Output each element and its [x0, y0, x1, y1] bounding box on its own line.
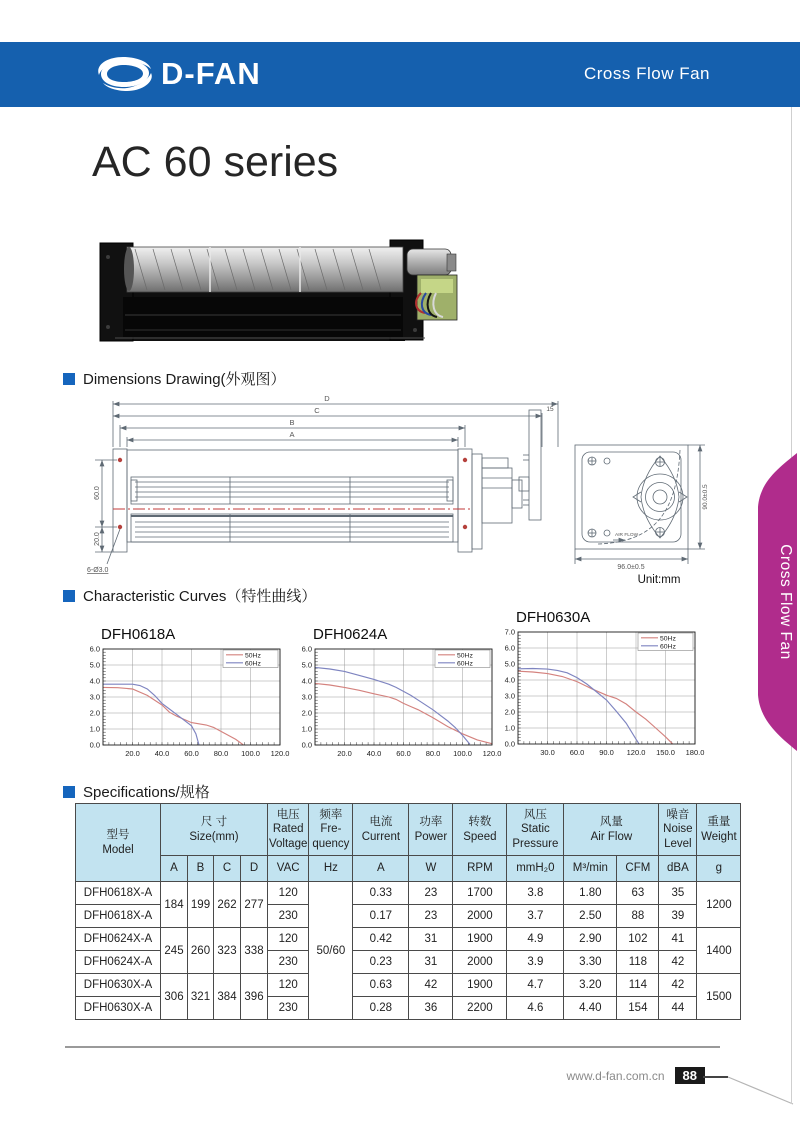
dim-d-label: D: [324, 394, 330, 403]
unit-rpm: RPM: [453, 856, 507, 882]
col-voltage: 电压 Rated Voltage: [268, 804, 309, 856]
unit-g: g: [697, 856, 741, 882]
section-specs: [63, 781, 210, 802]
cell-dba: 35: [659, 882, 697, 905]
svg-text:0.0: 0.0: [301, 740, 312, 750]
col-frequency: 频率 Fre-quency: [309, 804, 353, 856]
svg-text:5.0: 5.0: [504, 659, 515, 669]
svg-text:1.0: 1.0: [504, 723, 515, 733]
svg-text:50Hz: 50Hz: [660, 635, 676, 643]
cell-power: 31: [409, 928, 453, 951]
side-height-label: 90.0±0.5: [702, 484, 709, 510]
svg-text:120.0: 120.0: [626, 748, 646, 757]
chart-canvas: [75, 644, 291, 767]
footer-url: www.d-fan.com.cn: [566, 1068, 665, 1083]
svg-text:60.0: 60.0: [569, 748, 585, 757]
cell-weight: 1200: [697, 882, 741, 928]
cell-m3min: 1.80: [564, 882, 617, 905]
chart-canvas: [287, 644, 503, 767]
svg-text:60Hz: 60Hz: [457, 660, 473, 668]
cell-pressure: 3.8: [507, 882, 564, 905]
curve-50Hz: [103, 687, 243, 744]
section-bullet-icon: [63, 373, 75, 385]
svg-text:80.0: 80.0: [425, 749, 441, 758]
cell-cfm: 63: [617, 882, 659, 905]
brand-name: D-FAN: [161, 56, 261, 91]
curve-60Hz: [103, 684, 199, 745]
dim-20-label: 20.0: [94, 532, 101, 546]
section-curves: [63, 585, 316, 606]
svg-text:7.0: 7.0: [504, 627, 515, 637]
cell-vac: 120: [268, 882, 309, 905]
cell-size-a: 306: [161, 974, 188, 1020]
chart-dfh0618a: [75, 626, 291, 767]
cell-dba: 44: [659, 997, 697, 1020]
cell-cfm: 118: [617, 951, 659, 974]
svg-text:3.0: 3.0: [301, 692, 312, 702]
svg-text:60.0: 60.0: [184, 749, 199, 758]
corner-decoration: [700, 1060, 800, 1115]
unit-hz: Hz: [309, 856, 353, 882]
section-specs-label: Specifications/规格: [83, 784, 210, 801]
svg-text:1.0: 1.0: [301, 724, 312, 734]
table-row: [76, 974, 741, 997]
cell-size-a: 184: [161, 882, 188, 928]
unit-b: B: [188, 856, 214, 882]
svg-text:90.0: 90.0: [599, 748, 614, 757]
cell-size-b: 260: [188, 928, 214, 974]
svg-text:150.0: 150.0: [656, 748, 675, 757]
curve-50Hz: [518, 671, 672, 744]
cell-size-d: 396: [241, 974, 268, 1020]
curve-60Hz: [315, 667, 470, 744]
cell-dba: 42: [659, 974, 697, 997]
chart-dfh0630a: [490, 609, 706, 766]
unit-cfm: CFM: [617, 856, 659, 882]
section-dimensions-label: Dimensions Drawing(外观图）: [83, 371, 286, 388]
col-current: 电流 Current: [353, 804, 409, 856]
page-number-badge: 88: [675, 1067, 705, 1084]
cell-size-a: 245: [161, 928, 188, 974]
dim-60-label: 60.0: [94, 486, 101, 500]
table-row: [76, 882, 741, 905]
cell-m3min: 3.30: [564, 951, 617, 974]
section-bullet-icon: [63, 786, 75, 798]
svg-text:40.0: 40.0: [154, 749, 170, 758]
cell-current: 0.63: [353, 974, 409, 997]
unit-a: A: [161, 856, 188, 882]
cell-size-d: 277: [241, 882, 268, 928]
page-title: AC 60 series: [92, 138, 339, 186]
cell-size-c: 384: [214, 974, 241, 1020]
cell-size-b: 199: [188, 882, 214, 928]
cell-size-c: 262: [214, 882, 241, 928]
svg-text:30.0: 30.0: [540, 748, 555, 757]
col-size: 尺 寸 Size(mm): [161, 804, 268, 856]
chart-dfh0624a: [287, 626, 503, 767]
cell-current: 0.42: [353, 928, 409, 951]
unit-m3min: M³/min: [564, 856, 617, 882]
unit-dba: dBA: [659, 856, 697, 882]
cell-current: 0.17: [353, 905, 409, 928]
col-speed: 转数 Speed: [453, 804, 507, 856]
svg-text:3.0: 3.0: [89, 692, 100, 702]
chart-title: DFH0624A: [313, 626, 388, 643]
spec-table: [75, 803, 741, 1020]
cell-m3min: 2.50: [564, 905, 617, 928]
cell-power: 42: [409, 974, 453, 997]
cell-model: DFH0624X-A: [76, 928, 161, 951]
cell-power: 23: [409, 882, 453, 905]
cell-current: 0.23: [353, 951, 409, 974]
dim-a-label: A: [289, 430, 295, 439]
cell-model: DFH0630X-A: [76, 974, 161, 997]
cell-cfm: 154: [617, 997, 659, 1020]
svg-text:60.0: 60.0: [396, 749, 411, 758]
cell-model: DFH0624X-A: [76, 951, 161, 974]
svg-text:6.0: 6.0: [89, 644, 100, 654]
svg-text:2.0: 2.0: [89, 708, 100, 718]
svg-text:50Hz: 50Hz: [457, 652, 473, 660]
svg-text:0.0: 0.0: [89, 740, 100, 750]
header-bar: [0, 42, 800, 107]
cell-weight: 1400: [697, 928, 741, 974]
footer: [0, 1067, 705, 1084]
cell-current: 0.33: [353, 882, 409, 905]
svg-text:100.0: 100.0: [453, 749, 472, 758]
product-line-label: Cross Flow Fan: [583, 64, 710, 83]
dim-c-label: C: [314, 406, 320, 415]
dimensions-drawing: [55, 392, 745, 592]
cell-pressure: 4.6: [507, 997, 564, 1020]
cell-speed: 1900: [453, 928, 507, 951]
cell-speed: 1900: [453, 974, 507, 997]
cell-pressure: 4.7: [507, 974, 564, 997]
cell-size-d: 338: [241, 928, 268, 974]
cell-m3min: 3.20: [564, 974, 617, 997]
cell-current: 0.28: [353, 997, 409, 1020]
col-pressure: 风压 Static Pressure: [507, 804, 564, 856]
footer-divider: [65, 1046, 720, 1048]
svg-text:120.0: 120.0: [482, 749, 502, 758]
svg-text:5.0: 5.0: [301, 660, 312, 670]
cell-dba: 41: [659, 928, 697, 951]
cell-speed: 2200: [453, 997, 507, 1020]
cell-power: 31: [409, 951, 453, 974]
svg-text:180.0: 180.0: [685, 748, 705, 757]
section-bullet-icon: [63, 590, 75, 602]
section-dimensions: [63, 368, 286, 389]
cell-size-c: 323: [214, 928, 241, 974]
svg-text:60Hz: 60Hz: [660, 643, 676, 651]
unit-label: Unit:mm: [637, 574, 681, 586]
cell-pressure: 4.9: [507, 928, 564, 951]
dim-b-label: B: [289, 418, 295, 427]
cell-speed: 2000: [453, 951, 507, 974]
svg-text:1.0: 1.0: [89, 724, 100, 734]
spec-table-body: [76, 882, 741, 1020]
cell-dba: 42: [659, 951, 697, 974]
cell-power: 36: [409, 997, 453, 1020]
col-airflow: 风量 Air Flow: [564, 804, 659, 856]
svg-text:40.0: 40.0: [366, 749, 382, 758]
cell-model: DFH0618X-A: [76, 882, 161, 905]
svg-text:2.0: 2.0: [504, 707, 515, 717]
chart-title: DFH0630A: [516, 609, 591, 626]
cell-cfm: 114: [617, 974, 659, 997]
unit-amp: A: [353, 856, 409, 882]
col-model: 型号 Model: [76, 804, 161, 882]
svg-text:4.0: 4.0: [301, 676, 312, 686]
unit-vac: VAC: [268, 856, 309, 882]
cell-vac: 230: [268, 905, 309, 928]
svg-text:4.0: 4.0: [89, 676, 100, 686]
unit-mmh2o: mmH₂0: [507, 856, 564, 882]
section-curves-label: Characteristic Curves（特性曲线）: [83, 588, 317, 605]
cell-cfm: 102: [617, 928, 659, 951]
cell-vac: 120: [268, 928, 309, 951]
cell-speed: 1700: [453, 882, 507, 905]
cell-cfm: 88: [617, 905, 659, 928]
cell-m3min: 4.40: [564, 997, 617, 1020]
air-flow-label: AIR FLOW: [615, 533, 639, 538]
svg-text:5.0: 5.0: [89, 660, 100, 670]
dim-gap-label: 15: [546, 406, 554, 413]
svg-text:50Hz: 50Hz: [245, 652, 261, 660]
unit-c: C: [214, 856, 241, 882]
product-photo: [95, 235, 463, 349]
col-power: 功率 Power: [409, 804, 453, 856]
side-width-label: 96.0±0.5: [617, 564, 645, 571]
cell-model: DFH0630X-A: [76, 997, 161, 1020]
cell-vac: 120: [268, 974, 309, 997]
side-tab: [750, 445, 800, 760]
hole-note-label: 6-Ø3.0: [87, 567, 109, 574]
col-weight: 重量 Weight: [697, 804, 741, 856]
side-tab-label: Cross Flow Fan: [777, 544, 794, 660]
chart-title: DFH0618A: [101, 626, 176, 643]
table-row: [76, 928, 741, 951]
svg-text:80.0: 80.0: [213, 749, 229, 758]
cell-m3min: 2.90: [564, 928, 617, 951]
cell-pressure: 3.9: [507, 951, 564, 974]
cell-hz: 50/60: [309, 882, 353, 1020]
cell-vac: 230: [268, 997, 309, 1020]
svg-text:20.0: 20.0: [337, 749, 352, 758]
svg-text:6.0: 6.0: [301, 644, 312, 654]
chart-canvas: [490, 627, 706, 766]
cell-model: DFH0618X-A: [76, 905, 161, 928]
svg-text:100.0: 100.0: [241, 749, 260, 758]
cell-vac: 230: [268, 951, 309, 974]
svg-text:4.0: 4.0: [504, 675, 515, 685]
svg-text:60Hz: 60Hz: [245, 660, 261, 668]
brand-logo: [93, 53, 261, 95]
svg-text:120.0: 120.0: [270, 749, 290, 758]
unit-d: D: [241, 856, 268, 882]
cell-power: 23: [409, 905, 453, 928]
svg-text:2.0: 2.0: [301, 708, 312, 718]
cell-dba: 39: [659, 905, 697, 928]
cell-size-b: 321: [188, 974, 214, 1020]
svg-text:3.0: 3.0: [504, 691, 515, 701]
col-noise: 噪音 Noise Level: [659, 804, 697, 856]
cell-weight: 1500: [697, 974, 741, 1020]
cell-pressure: 3.7: [507, 905, 564, 928]
logo-swoosh-icon: [93, 53, 157, 95]
cell-speed: 2000: [453, 905, 507, 928]
svg-text:6.0: 6.0: [504, 643, 515, 653]
unit-w: W: [409, 856, 453, 882]
svg-text:0.0: 0.0: [504, 739, 515, 749]
svg-text:20.0: 20.0: [125, 749, 140, 758]
